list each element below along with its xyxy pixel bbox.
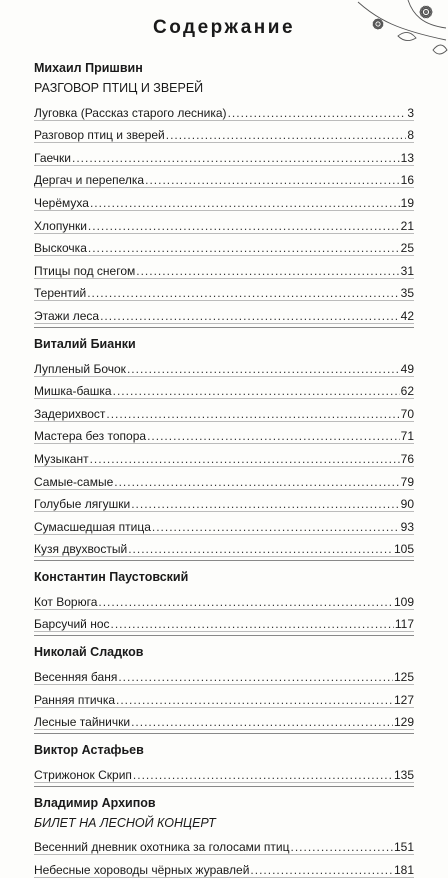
dot-leader xyxy=(106,407,399,421)
page-number: 21 xyxy=(400,218,414,233)
toc-entry xyxy=(34,211,414,234)
toc-entry xyxy=(34,535,414,558)
page-number: 127 xyxy=(393,692,414,707)
author-section xyxy=(34,733,414,783)
page-number: 19 xyxy=(400,195,414,210)
author-section xyxy=(34,327,414,557)
entry-title: Хлопунки xyxy=(34,218,87,233)
page-number: 129 xyxy=(393,715,414,730)
dot-leader xyxy=(90,196,400,210)
collection-heading: БИЛЕТ НА ЛЕСНОЙ КОНЦЕРТ xyxy=(34,815,216,830)
entry-title: Черёмуха xyxy=(34,195,89,210)
dot-leader xyxy=(111,617,394,631)
toc-entry xyxy=(34,301,414,324)
dot-leader xyxy=(145,173,400,187)
entry-title: Барсучий нос xyxy=(34,617,110,632)
author-name: Виктор Астафьев xyxy=(34,743,144,758)
page-number: 181 xyxy=(393,863,414,878)
entry-title: Лесные тайнички xyxy=(34,715,131,730)
toc-entry xyxy=(34,98,414,121)
dot-leader xyxy=(128,542,393,556)
author-name: Виталий Бианки xyxy=(34,336,136,351)
toc-entry xyxy=(34,708,414,731)
entry-title: Дергач и перепелка xyxy=(34,173,145,188)
toc-entry xyxy=(34,512,414,535)
author-section xyxy=(34,560,414,632)
toc-entry xyxy=(34,444,414,467)
entry-title: Самые-самые xyxy=(34,474,114,489)
dot-leader xyxy=(88,241,400,255)
page-number: 76 xyxy=(400,451,414,466)
author-section xyxy=(34,786,414,878)
toc-entry xyxy=(34,188,414,211)
dot-leader xyxy=(118,670,393,684)
toc-entry xyxy=(34,610,414,633)
entry-title: Задерихвост xyxy=(34,406,106,421)
page-number: 71 xyxy=(400,429,414,444)
dot-leader xyxy=(147,429,400,443)
toc-entry xyxy=(34,467,414,490)
author-section xyxy=(34,52,414,324)
entry-title: Луговка (Рассказ старого лесника) xyxy=(34,105,227,120)
entry-title: Выскочка xyxy=(34,241,87,256)
dot-leader xyxy=(114,475,399,489)
toc-entry xyxy=(34,354,414,377)
page-number: 35 xyxy=(400,286,414,301)
toc-entry xyxy=(34,422,414,445)
dot-leader xyxy=(228,106,407,120)
entry-title: Музыкант xyxy=(34,451,89,466)
page-title: Содержание xyxy=(152,17,296,38)
page-number: 49 xyxy=(400,361,414,376)
page-number: 13 xyxy=(400,150,414,165)
entry-title: Гаечки xyxy=(34,150,71,165)
author-name: Владимир Архипов xyxy=(34,795,156,810)
dot-leader xyxy=(136,264,399,278)
entry-title: Терентий xyxy=(34,286,87,301)
toc-entry xyxy=(34,760,414,783)
dot-leader xyxy=(152,520,400,534)
page-number: 109 xyxy=(393,594,414,609)
entry-title: Кузя двухвостый xyxy=(34,542,128,557)
author-name: Михаил Пришвин xyxy=(34,61,143,75)
dot-leader xyxy=(88,219,400,233)
page-number: 90 xyxy=(400,497,414,512)
toc-entry xyxy=(34,662,414,685)
page-number: 42 xyxy=(400,308,414,323)
entry-title: Небесные хороводы чёрных журавлей xyxy=(34,863,250,878)
entry-title: Ранняя птичка xyxy=(34,692,115,707)
toc-entry xyxy=(34,121,414,144)
dot-leader xyxy=(166,128,407,142)
dot-leader xyxy=(131,497,399,511)
entry-title: Кот Ворюга xyxy=(34,594,98,609)
entry-title: Сумасшедшая птица xyxy=(34,519,151,534)
entry-title: Мастера без топора xyxy=(34,429,147,444)
page-number: 79 xyxy=(400,474,414,489)
toc-entry xyxy=(34,833,414,856)
dot-leader xyxy=(250,863,393,877)
toc-entry xyxy=(34,279,414,302)
page-number: 93 xyxy=(400,519,414,534)
page-number: 125 xyxy=(393,670,414,685)
dot-leader xyxy=(113,384,400,398)
table-of-contents xyxy=(34,52,414,878)
entry-title: Лупленый Бочок xyxy=(34,361,126,376)
toc-entry xyxy=(34,377,414,400)
author-section xyxy=(34,635,414,730)
toc-entry xyxy=(34,256,414,279)
page-number: 8 xyxy=(407,128,414,143)
toc-entry xyxy=(34,685,414,708)
author-name: Константин Паустовский xyxy=(34,570,189,585)
toc-entry xyxy=(34,234,414,257)
dot-leader xyxy=(133,768,393,782)
toc-entry xyxy=(34,855,414,878)
entry-title: Птицы под снегом xyxy=(34,263,136,278)
page-number: 3 xyxy=(407,105,414,120)
collection-heading: РАЗГОВОР ПТИЦ И ЗВЕРЕЙ xyxy=(34,81,204,95)
toc-entry xyxy=(34,399,414,422)
author-name: Николай Сладков xyxy=(34,645,144,660)
toc-entry xyxy=(34,143,414,166)
dot-leader xyxy=(131,715,393,729)
page-number: 70 xyxy=(400,406,414,421)
entry-title: Весенняя баня xyxy=(34,670,118,685)
dot-leader xyxy=(90,452,400,466)
page-number: 31 xyxy=(400,263,414,278)
entry-title: Весенний дневник охотника за голосами птиц xyxy=(34,840,290,855)
dot-leader xyxy=(98,595,393,609)
toc-entry xyxy=(34,490,414,513)
toc-entry xyxy=(34,166,414,189)
page-number: 16 xyxy=(400,173,414,188)
entry-title: Этажи леса xyxy=(34,308,100,323)
toc-entry xyxy=(34,587,414,610)
dot-leader xyxy=(87,286,399,300)
page-number: 105 xyxy=(393,542,414,557)
entry-title: Мишка-башка xyxy=(34,384,112,399)
dot-leader xyxy=(127,362,400,376)
dot-leader xyxy=(290,840,392,854)
page-number: 25 xyxy=(400,241,414,256)
dot-leader xyxy=(100,309,400,323)
page-number: 151 xyxy=(393,840,414,855)
entry-title: Голубые лягушки xyxy=(34,497,131,512)
page-number: 135 xyxy=(393,767,414,782)
page-number: 117 xyxy=(394,617,414,632)
entry-title: Разговор птиц и зверей xyxy=(34,128,165,143)
entry-title: Стрижонок Скрип xyxy=(34,767,132,782)
dot-leader xyxy=(72,151,400,165)
page-number: 62 xyxy=(400,384,414,399)
